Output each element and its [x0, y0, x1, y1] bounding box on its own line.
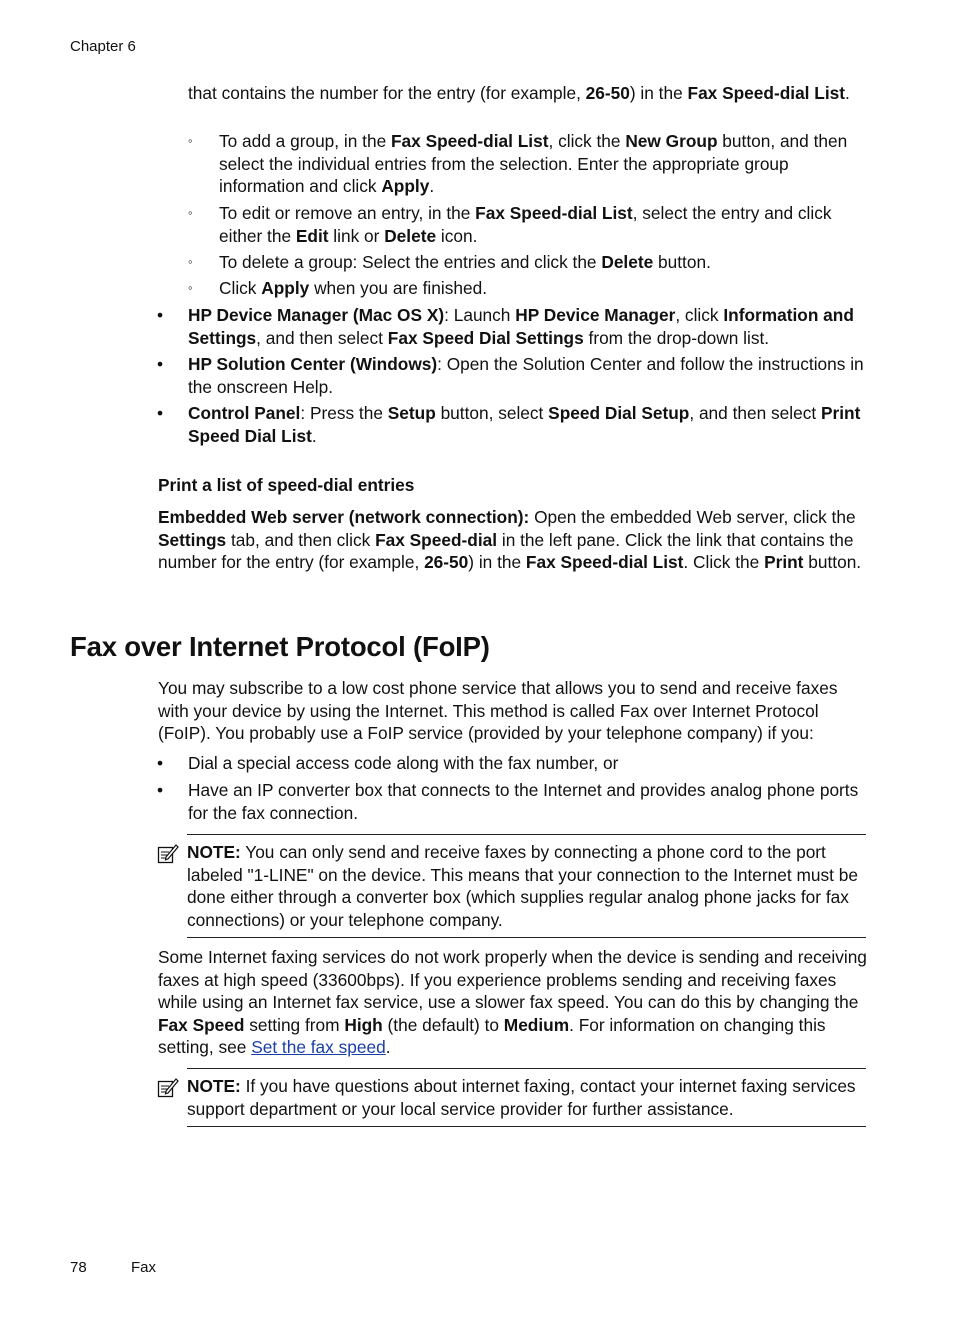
chapter-header: Chapter 6	[70, 38, 136, 55]
bullet-mark: •	[157, 780, 164, 800]
sub-bullet-mark: ◦	[188, 133, 193, 148]
intro-paragraph	[188, 82, 868, 105]
fax-speed-paragraph: Some Internet faxing services do not work properly when the device is sending and receiving faxes at high speed (33600bps). If you experience problems sending and receiving faxes while using an Internet fax service, use a slower fax speed. You can do this by changing the Fax Speed setting from High (the default) to Medium. For information on changing this setting, see Set the fax speed.	[158, 947, 867, 1057]
print-list-paragraph: Embedded Web server (network connection): Open the embedded Web server, click the Settings tab, and then click Fax Speed-dial in the left pane. Click the link that contains the number for the entry (for example, 26-50) in the Fax Speed-dial List. Click the Print button.	[158, 507, 862, 572]
sub-item-delete-group: ◦ To delete a group: Select the entries and click the Delete button.	[188, 252, 711, 272]
set-fax-speed-link[interactable]: Set the fax speed	[251, 1037, 386, 1057]
note-pencil-icon	[157, 843, 179, 865]
note2-top-rule	[187, 1068, 866, 1069]
bullet-mark: •	[157, 354, 164, 374]
intro-text-c: .	[845, 83, 850, 103]
note2-body	[187, 1075, 871, 1120]
sub-bullet-mark: ◦	[188, 280, 193, 295]
bullet-control-panel: • Control Panel: Press the Setup button, select Speed Dial Setup, and then select Print Speed Dial List.	[157, 403, 861, 446]
intro-text-a: that contains the number for the entry (for example,	[188, 83, 586, 103]
page-number: 78	[70, 1259, 87, 1276]
foip-bullet-converter-box: • Have an IP converter box that connects to the Internet and provides analog phone ports for the fax connection.	[157, 780, 859, 823]
note1-body	[187, 841, 871, 931]
note1-label: NOTE:	[187, 842, 241, 862]
foip-bullet-access-code: • Dial a special access code along with the fax number, or	[157, 753, 619, 773]
sub-item-apply: ◦ Click Apply when you are finished.	[188, 278, 487, 298]
foip-section-title: Fax over Internet Protocol (FoIP)	[70, 631, 490, 662]
print-list-heading: Print a list of speed-dial entries	[158, 475, 415, 495]
sub-item-add-group: ◦ To add a group, in the Fax Speed-dial List, click the New Group button, and then select the individual entries from the selection. Enter the appropriate group information and click Apply.	[188, 131, 848, 196]
note1-bottom-rule	[187, 937, 866, 938]
foip-intro-paragraph: You may subscribe to a low cost phone service that allows you to send and receive faxes with your device by using the Internet. This method is called Fax over Internet Protocol (FoIP). You probably use a FoIP service (provided by your telephone company) if you:	[158, 678, 838, 743]
bullet-mark: •	[157, 753, 164, 773]
bullet-mark: •	[157, 403, 164, 423]
sub-bullet-mark: ◦	[188, 205, 193, 220]
intro-list-name: Fax Speed-dial List	[687, 83, 846, 103]
footer-section-name: Fax	[131, 1259, 157, 1276]
note2-text: If you have questions about internet faxing, contact your internet faxing services support department or your local service provider for further assistance.	[187, 1076, 856, 1119]
note-pencil-icon	[157, 1077, 179, 1099]
note1-text: You can only send and receive faxes by connecting a phone cord to the port labeled "1-LINE" on the device. This means that your connection to the Internet must be done either through a converter box (which supplies regular analog phone jacks for fax connections) or your telephone company.	[187, 842, 858, 930]
bullet-mac-device-manager: • HP Device Manager (Mac OS X): Launch HP Device Manager, click Information and Settings, and then select Fax Speed Dial Settings from the drop-down list.	[157, 305, 854, 348]
bullet-solution-center: • HP Solution Center (Windows): Open the Solution Center and follow the instructions in the onscreen Help.	[157, 354, 864, 397]
bullet-mark: •	[157, 305, 164, 325]
sub-bullet-mark: ◦	[188, 254, 193, 269]
intro-example-number: 26-50	[585, 83, 630, 103]
intro-text-b: ) in the	[629, 83, 688, 103]
note1-top-rule	[187, 834, 866, 835]
note2-bottom-rule	[187, 1126, 866, 1127]
note2-label: NOTE:	[187, 1076, 241, 1096]
sub-item-edit-entry: ◦ To edit or remove an entry, in the Fax Speed-dial List, select the entry and click either the Edit link or Delete icon.	[188, 203, 832, 246]
